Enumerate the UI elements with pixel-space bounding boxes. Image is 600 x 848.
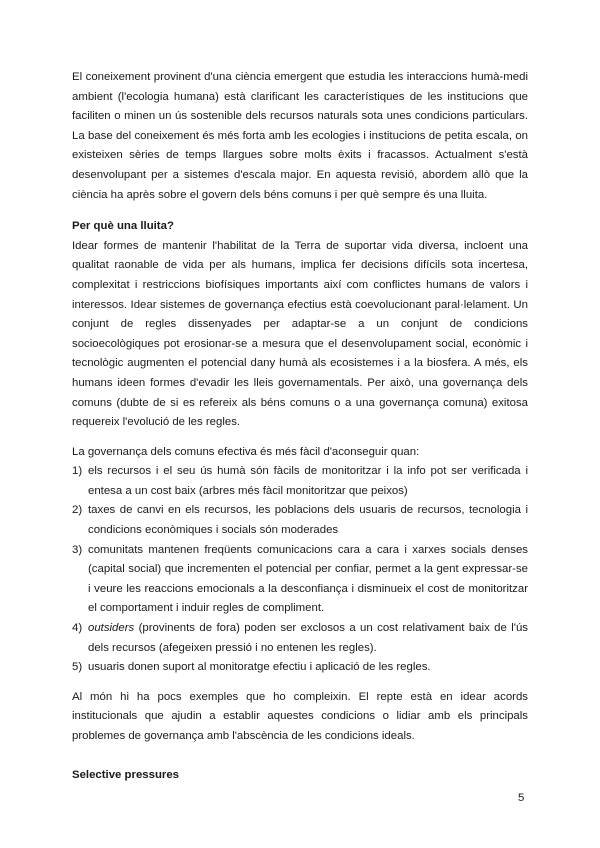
list-item: [72, 619, 528, 658]
list-item-emphasis: outsiders: [88, 622, 135, 635]
list-item-number: 3): [72, 543, 83, 556]
list-item-text: usuaris donen suport al monitoratge efectiu i aplicació de les regles.: [88, 661, 431, 674]
list-intro: La governança dels comuns efectiva és més fàcil d'aconseguir quan:: [72, 445, 420, 458]
list-item-text: els recursos i el seu ús humà són fàcils de monitoritzar i la info pot ser verificada i entesa a un cost baix (arbres més fàcil monitoritzar que peixos): [88, 465, 528, 497]
page-number: 5: [518, 792, 525, 804]
list-item-text: (provinents de fora) poden ser exclosos a un cost relativament baix de l'ús dels recursos (afegeixen pressió i no entenen les regles).: [88, 622, 528, 654]
list-item: [72, 462, 528, 501]
list-item: [72, 501, 528, 540]
list-item-text: taxes de canvi en els recursos, les poblacions dels usuaris de recursos, tecnologia i condicions econòmiques i socials són moderades: [88, 504, 528, 537]
closing-paragraph: Al món hi ha pocs exemples que ho compleixin. El repte està en idear acords institucionals que ajudin a establir aquestes condicions o lidiar amb els principals problemes de governança amb l'abscència de les condicions ideals.: [72, 690, 528, 742]
list-item: [72, 658, 528, 678]
section-heading-selective-pressures: Selective pressures: [72, 768, 180, 781]
intro-paragraph: El coneixement provinent d'una ciència emergent que estudia les interaccions humà-medi ambient (l'ecologia humana) està clarificant les característiques de les institucions que faciliten o minen un ús sostenible dels recursos naturals sota unes condicions particulars. La base del coneixement és més forta amb les ecologies i institucions de petita escala, on existeixen sèries de temps llargues sobre molts èxits i fracassos. Actualment s'està desenvolupant per a sistemes d'escala major. En aquesta revisió, abordem allò que la ciència ha après sobre el govern dels béns comuns i per què sempre és una lluita.: [72, 71, 528, 201]
conditions-list: [72, 462, 528, 678]
list-item-number: 4): [72, 622, 83, 635]
section-heading-struggle: Per què una lluita?: [72, 220, 174, 233]
list-item-number: 1): [72, 465, 83, 478]
list-item-number: 5): [72, 661, 83, 674]
struggle-paragraph: Idear formes de mantenir l'habilitat de la Terra de suportar vida diversa, incloent una qualitat raonable de vida per als humans, implica fer decisions difícils sota incertesa, complexitat i restriccions biofísiques importants així com conflictes humans de valors i interessos. Idear sistemes de governança efectius està coevolucionant paral·lelament. Un conjunt de regles dissenyades per adaptar-se a un conjunt de condicions socioecològiques pot erosionar-se a mesura que el desenvolupament social, econòmic i tecnològic augmenten el potencial dany humà als ecosistemes i a la biosfera. A més, els humans ideen formes d'evadir les lleis governamentals. Per això, una governança dels comuns (dubte de si es refereix als béns comuns o a una governança comuna) exitosa requereix l'evolució de les regles.: [72, 239, 528, 429]
list-item-text: comunitats mantenen freqüents comunicacions cara a cara i xarxes socials denses (capital social) que incrementen el potencial per confiar, permet a la gent expressar-se i veure les reaccions emocionals a la desconfiança i disminueix el cost de monitoritzar el comportament i induir regles de compliment.: [88, 543, 528, 615]
page-content: [72, 68, 528, 785]
list-item: [72, 541, 528, 619]
list-item-number: 2): [72, 504, 83, 517]
